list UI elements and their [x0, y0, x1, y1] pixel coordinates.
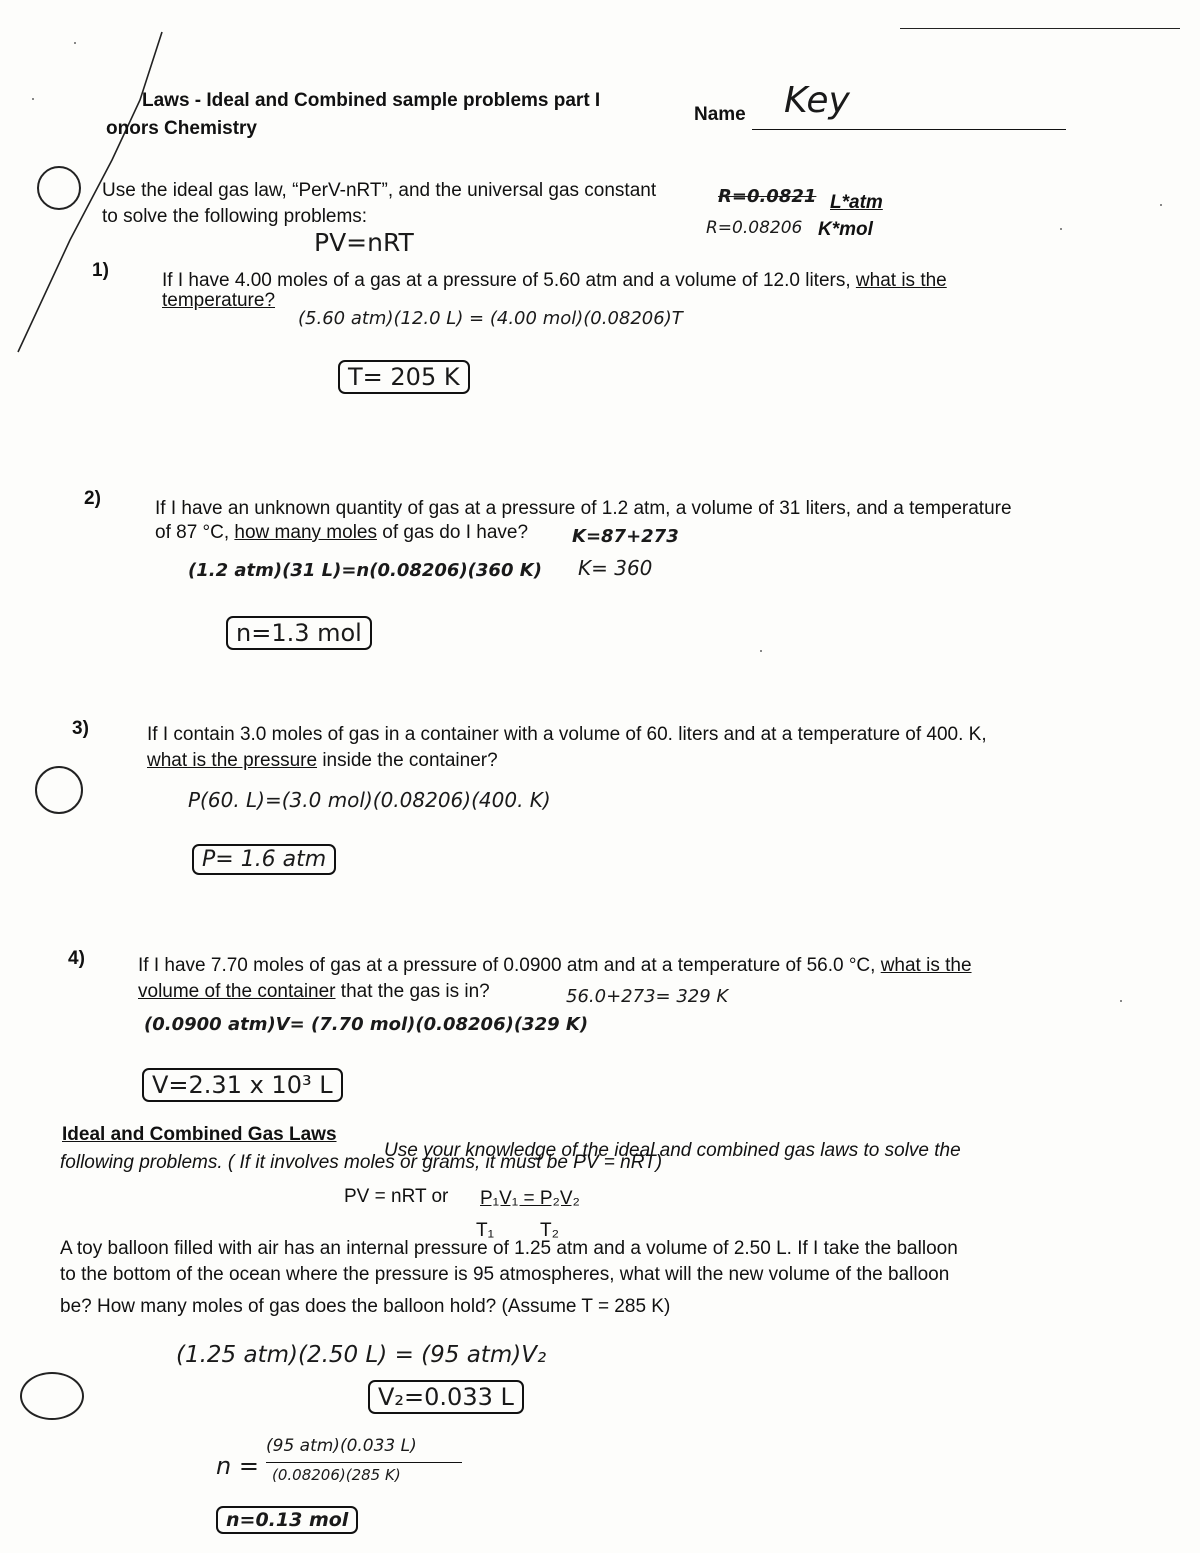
balloon-problem-line-3: be? How many moles of gas does the balloon hold? (Assume T = 285 K) — [60, 1296, 671, 1317]
name-value: Key — [784, 80, 850, 121]
problem-number: 3) — [72, 718, 89, 739]
combined-gas-law-numerator: P₁V₁ = P₂V₂ — [480, 1188, 580, 1209]
gas-constant-units-bottom: K*mol — [818, 219, 873, 240]
gas-constant-handwritten: R=0.08206 — [706, 218, 803, 238]
problem-number: 2) — [84, 488, 101, 509]
scan-speck — [1060, 228, 1062, 230]
combined-gas-law-denominator-1: T₁ — [476, 1220, 495, 1241]
problem-3-work: P(60. L)=(3.0 mol)(0.08206)(400. K) — [188, 788, 551, 812]
top-right-rule — [900, 28, 1180, 29]
problem-1-line-1: If I have 4.00 moles of a gas at a pressure of 5.60 atm and a volume of 12.0 liters, what is the — [162, 270, 947, 291]
balloon-problem-line-1: A toy balloon filled with air has an internal pressure of 1.25 atm and a volume of 2.50 L. If I take the balloon — [60, 1238, 958, 1259]
binder-hole — [20, 1372, 84, 1420]
problem-3-line-1: If I contain 3.0 moles of gas in a container with a volume of 60. liters and at a temperature of 400. K, — [147, 724, 987, 745]
problem-2-kelvin-conversion: K=87+273 — [572, 526, 679, 547]
problem-4-line-1: If I have 7.70 moles of gas at a pressure of 0.0900 atm and at a temperature of 56.0 °C, what is the — [138, 955, 972, 976]
scan-speck — [32, 98, 34, 100]
course-name: onors Chemistry — [106, 118, 257, 139]
problem-number: 4) — [68, 948, 85, 969]
problem-4-work: (0.0900 atm)V= (7.70 mol)(0.08206)(329 K) — [144, 1014, 589, 1035]
scan-speck — [74, 42, 76, 44]
problem-2-answer: n=1.3 mol — [226, 616, 372, 650]
section-instructions-2: following problems. ( If it involves moles or grams, it must be PV = nRT) — [60, 1152, 663, 1173]
worksheet-title: Laws - Ideal and Combined sample problems part I — [142, 90, 601, 111]
gas-constant-units-top: L*atm — [830, 192, 883, 213]
problem-4-line-2: volume of the container that the gas is in? — [138, 981, 490, 1002]
formula-ideal: PV = nRT or — [344, 1186, 449, 1207]
problem-2-line-1: If I have an unknown quantity of gas at a pressure of 1.2 atm, a volume of 31 liters, and a temperature — [155, 498, 1012, 519]
problem-2-work: (1.2 atm)(31 L)=n(0.08206)(360 K) — [188, 560, 542, 581]
problem-3-answer: P= 1.6 atm — [192, 844, 336, 875]
problem-4-answer: V=2.31 x 10³ L — [142, 1068, 343, 1102]
name-label: Name — [694, 104, 746, 125]
moles-numerator: (95 atm)(0.033 L) — [266, 1436, 417, 1456]
binder-hole — [35, 766, 83, 814]
intro-line-2: to solve the following problems: — [102, 206, 368, 227]
section-heading: Ideal and Combined Gas Laws — [62, 1124, 337, 1145]
balloon-volume-answer: V₂=0.033 L — [368, 1380, 524, 1414]
fraction-bar — [266, 1462, 462, 1463]
problem-2-line-2: of 87 °C, how many moles of gas do I have? — [155, 522, 529, 543]
problem-1-answer: T= 205 K — [338, 360, 470, 394]
balloon-work: (1.25 atm)(2.50 L) = (95 atm)V₂ — [176, 1342, 547, 1368]
name-line — [752, 129, 1066, 130]
problem-1-line-2: temperature? — [162, 290, 276, 311]
scan-speck — [1120, 1000, 1122, 1002]
problem-number: 1) — [92, 260, 109, 281]
binder-hole — [37, 166, 81, 210]
balloon-moles-answer: n=0.13 mol — [216, 1506, 358, 1534]
moles-denominator: (0.08206)(285 K) — [272, 1466, 401, 1484]
section-instructions-1: Use your knowledge of the ideal and combined gas laws to solve the — [384, 1140, 961, 1161]
problem-2-kelvin-result: K= 360 — [578, 556, 653, 580]
ideal-gas-formula: PV=nRT — [314, 228, 414, 257]
scan-speck — [1160, 204, 1162, 206]
problem-4-kelvin-conversion: 56.0+273= 329 K — [566, 986, 729, 1007]
balloon-problem-line-2: to the bottom of the ocean where the pressure is 95 atmospheres, what will the new volume of the balloon — [60, 1264, 950, 1285]
intro-line-1: Use the ideal gas law, “PerV-nRT”, and the universal gas constant — [102, 180, 657, 201]
problem-1-work: (5.60 atm)(12.0 L) = (4.00 mol)(0.08206)T — [298, 308, 683, 329]
gas-constant-struck: R=0.0821 — [718, 186, 817, 207]
problem-3-line-2: what is the pressure inside the container? — [147, 750, 498, 771]
combined-gas-law-denominator-2: T₂ — [540, 1220, 559, 1241]
moles-label: n = — [216, 1452, 259, 1480]
scan-speck — [760, 650, 762, 652]
